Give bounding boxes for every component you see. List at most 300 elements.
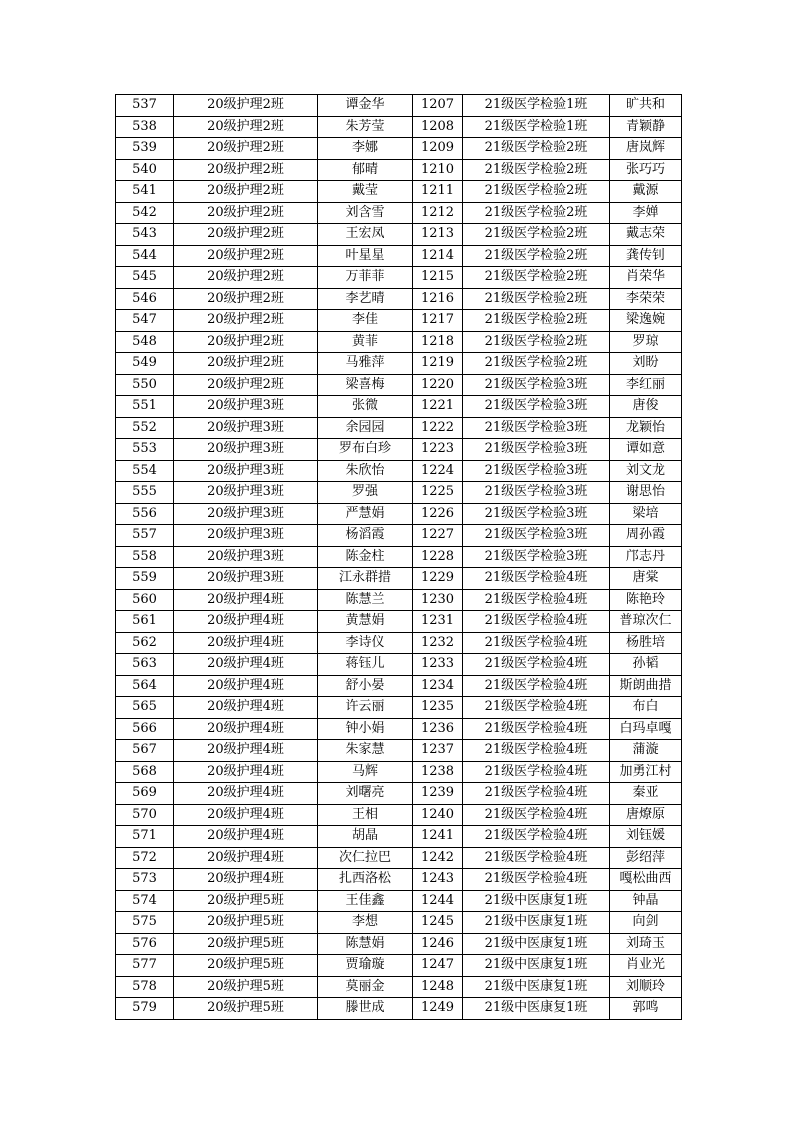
left-name-cell: 陈慧兰	[318, 589, 413, 611]
right-number-cell: 1242	[413, 847, 463, 869]
table-row	[116, 654, 682, 676]
left-class-cell: 20级护理3班	[174, 525, 318, 547]
left-number-cell: 555	[116, 482, 174, 504]
right-name-cell: 唐俊	[610, 396, 682, 418]
right-name-cell: 唐岚辉	[610, 138, 682, 160]
left-name-cell: 朱家慧	[318, 740, 413, 762]
table-row	[116, 740, 682, 762]
right-class-cell: 21级医学检验3班	[463, 460, 610, 482]
right-class-cell: 21级医学检验3班	[463, 439, 610, 461]
table-row	[116, 718, 682, 740]
right-number-cell: 1234	[413, 675, 463, 697]
left-class-cell: 20级护理2班	[174, 288, 318, 310]
right-class-cell: 21级医学检验4班	[463, 804, 610, 826]
right-name-cell: 龙颖怡	[610, 417, 682, 439]
table-row	[116, 933, 682, 955]
table-row	[116, 374, 682, 396]
right-number-cell: 1214	[413, 245, 463, 267]
right-class-cell: 21级医学检验4班	[463, 869, 610, 891]
right-name-cell: 谭如意	[610, 439, 682, 461]
table-row	[116, 267, 682, 289]
right-name-cell: 旷共和	[610, 95, 682, 117]
left-name-cell: 许云丽	[318, 697, 413, 719]
left-number-cell: 553	[116, 439, 174, 461]
left-class-cell: 20级护理5班	[174, 955, 318, 977]
left-number-cell: 556	[116, 503, 174, 525]
left-number-cell: 540	[116, 159, 174, 181]
table-row	[116, 181, 682, 203]
table-row	[116, 955, 682, 977]
left-class-cell: 20级护理4班	[174, 869, 318, 891]
right-name-cell: 刘琦玉	[610, 933, 682, 955]
right-class-cell: 21级医学检验4班	[463, 847, 610, 869]
table-row	[116, 224, 682, 246]
left-name-cell: 戴莹	[318, 181, 413, 203]
right-number-cell: 1223	[413, 439, 463, 461]
right-class-cell: 21级医学检验1班	[463, 116, 610, 138]
table-row	[116, 632, 682, 654]
right-class-cell: 21级医学检验4班	[463, 718, 610, 740]
right-number-cell: 1233	[413, 654, 463, 676]
right-name-cell: 李婵	[610, 202, 682, 224]
right-class-cell: 21级医学检验2班	[463, 288, 610, 310]
right-class-cell: 21级医学检验2班	[463, 181, 610, 203]
right-class-cell: 21级医学检验3班	[463, 546, 610, 568]
left-class-cell: 20级护理2班	[174, 138, 318, 160]
right-class-cell: 21级医学检验2班	[463, 202, 610, 224]
left-name-cell: 江永群措	[318, 568, 413, 590]
table-row	[116, 396, 682, 418]
left-number-cell: 559	[116, 568, 174, 590]
right-number-cell: 1213	[413, 224, 463, 246]
right-class-cell: 21级中医康复1班	[463, 955, 610, 977]
right-number-cell: 1248	[413, 976, 463, 998]
table-row	[116, 847, 682, 869]
right-name-cell: 秦亚	[610, 783, 682, 805]
right-class-cell: 21级医学检验3班	[463, 525, 610, 547]
right-name-cell: 白玛卓嘎	[610, 718, 682, 740]
left-number-cell: 537	[116, 95, 174, 117]
table-row	[116, 804, 682, 826]
left-name-cell: 李想	[318, 912, 413, 934]
right-number-cell: 1212	[413, 202, 463, 224]
right-name-cell: 钟晶	[610, 890, 682, 912]
left-name-cell: 黄慧娟	[318, 611, 413, 633]
left-class-cell: 20级护理4班	[174, 697, 318, 719]
left-class-cell: 20级护理3班	[174, 439, 318, 461]
left-name-cell: 陈慧娟	[318, 933, 413, 955]
left-class-cell: 20级护理3班	[174, 482, 318, 504]
left-class-cell: 20级护理2班	[174, 374, 318, 396]
right-number-cell: 1241	[413, 826, 463, 848]
right-number-cell: 1225	[413, 482, 463, 504]
left-number-cell: 568	[116, 761, 174, 783]
right-name-cell: 唐燎原	[610, 804, 682, 826]
left-number-cell: 541	[116, 181, 174, 203]
left-number-cell: 538	[116, 116, 174, 138]
left-number-cell: 578	[116, 976, 174, 998]
right-name-cell: 普琼次仁	[610, 611, 682, 633]
right-name-cell: 梁培	[610, 503, 682, 525]
left-class-cell: 20级护理2班	[174, 310, 318, 332]
left-name-cell: 贾瑜璇	[318, 955, 413, 977]
right-class-cell: 21级医学检验2班	[463, 353, 610, 375]
right-name-cell: 梁逸婉	[610, 310, 682, 332]
right-name-cell: 罗琼	[610, 331, 682, 353]
left-class-cell: 20级护理4班	[174, 589, 318, 611]
left-class-cell: 20级护理4班	[174, 654, 318, 676]
right-number-cell: 1247	[413, 955, 463, 977]
left-class-cell: 20级护理4班	[174, 675, 318, 697]
right-class-cell: 21级医学检验3班	[463, 396, 610, 418]
right-number-cell: 1230	[413, 589, 463, 611]
right-class-cell: 21级中医康复1班	[463, 976, 610, 998]
right-name-cell: 谢思怡	[610, 482, 682, 504]
right-name-cell: 邝志丹	[610, 546, 682, 568]
left-class-cell: 20级护理2班	[174, 353, 318, 375]
left-class-cell: 20级护理3班	[174, 503, 318, 525]
left-name-cell: 余园园	[318, 417, 413, 439]
left-name-cell: 王宏凤	[318, 224, 413, 246]
left-name-cell: 陈金柱	[318, 546, 413, 568]
right-class-cell: 21级中医康复1班	[463, 890, 610, 912]
table-row	[116, 890, 682, 912]
right-number-cell: 1240	[413, 804, 463, 826]
right-number-cell: 1208	[413, 116, 463, 138]
left-name-cell: 扎西洛松	[318, 869, 413, 891]
right-class-cell: 21级医学检验4班	[463, 783, 610, 805]
right-number-cell: 1207	[413, 95, 463, 117]
table-row	[116, 589, 682, 611]
table-row	[116, 353, 682, 375]
right-class-cell: 21级医学检验4班	[463, 632, 610, 654]
right-class-cell: 21级医学检验2班	[463, 224, 610, 246]
left-class-cell: 20级护理4班	[174, 761, 318, 783]
left-name-cell: 罗强	[318, 482, 413, 504]
right-name-cell: 刘盼	[610, 353, 682, 375]
right-class-cell: 21级医学检验4班	[463, 589, 610, 611]
right-class-cell: 21级医学检验4班	[463, 761, 610, 783]
right-name-cell: 戴源	[610, 181, 682, 203]
table-row	[116, 439, 682, 461]
roster-body	[116, 95, 682, 1020]
right-name-cell: 孙韬	[610, 654, 682, 676]
right-class-cell: 21级医学检验4班	[463, 654, 610, 676]
right-name-cell: 刘顺玲	[610, 976, 682, 998]
right-number-cell: 1210	[413, 159, 463, 181]
table-row	[116, 159, 682, 181]
left-name-cell: 杨滔霞	[318, 525, 413, 547]
left-class-cell: 20级护理4班	[174, 611, 318, 633]
right-number-cell: 1228	[413, 546, 463, 568]
right-name-cell: 龚传钊	[610, 245, 682, 267]
right-name-cell: 嘎松曲西	[610, 869, 682, 891]
right-number-cell: 1229	[413, 568, 463, 590]
left-name-cell: 罗布白珍	[318, 439, 413, 461]
left-number-cell: 554	[116, 460, 174, 482]
left-name-cell: 朱欣怡	[318, 460, 413, 482]
left-name-cell: 次仁拉巴	[318, 847, 413, 869]
table-row	[116, 482, 682, 504]
right-class-cell: 21级医学检验2班	[463, 331, 610, 353]
right-class-cell: 21级医学检验2班	[463, 159, 610, 181]
right-number-cell: 1215	[413, 267, 463, 289]
left-number-cell: 548	[116, 331, 174, 353]
right-name-cell: 蒲漩	[610, 740, 682, 762]
left-name-cell: 李艺晴	[318, 288, 413, 310]
left-number-cell: 557	[116, 525, 174, 547]
left-name-cell: 舒小晏	[318, 675, 413, 697]
left-number-cell: 579	[116, 998, 174, 1020]
left-name-cell: 蒋钰儿	[318, 654, 413, 676]
table-row	[116, 998, 682, 1020]
left-number-cell: 546	[116, 288, 174, 310]
left-number-cell: 542	[116, 202, 174, 224]
table-row	[116, 202, 682, 224]
right-name-cell: 彭绍萍	[610, 847, 682, 869]
table-row	[116, 546, 682, 568]
right-number-cell: 1231	[413, 611, 463, 633]
left-class-cell: 20级护理3班	[174, 396, 318, 418]
right-name-cell: 向剑	[610, 912, 682, 934]
right-class-cell: 21级医学检验3班	[463, 482, 610, 504]
left-class-cell: 20级护理2班	[174, 116, 318, 138]
right-name-cell: 肖荣华	[610, 267, 682, 289]
left-class-cell: 20级护理4班	[174, 718, 318, 740]
left-number-cell: 569	[116, 783, 174, 805]
left-name-cell: 刘曙亮	[318, 783, 413, 805]
left-name-cell: 万菲菲	[318, 267, 413, 289]
right-class-cell: 21级中医康复1班	[463, 998, 610, 1020]
right-number-cell: 1224	[413, 460, 463, 482]
left-number-cell: 567	[116, 740, 174, 762]
left-class-cell: 20级护理3班	[174, 417, 318, 439]
left-class-cell: 20级护理4班	[174, 804, 318, 826]
left-class-cell: 20级护理3班	[174, 546, 318, 568]
right-class-cell: 21级医学检验4班	[463, 697, 610, 719]
right-class-cell: 21级医学检验3班	[463, 374, 610, 396]
table-row	[116, 869, 682, 891]
left-number-cell: 576	[116, 933, 174, 955]
right-class-cell: 21级医学检验4班	[463, 568, 610, 590]
right-class-cell: 21级医学检验4班	[463, 740, 610, 762]
left-number-cell: 550	[116, 374, 174, 396]
left-name-cell: 李诗仪	[318, 632, 413, 654]
left-class-cell: 20级护理3班	[174, 568, 318, 590]
right-name-cell: 张巧巧	[610, 159, 682, 181]
left-number-cell: 545	[116, 267, 174, 289]
left-class-cell: 20级护理2班	[174, 245, 318, 267]
left-name-cell: 王相	[318, 804, 413, 826]
right-number-cell: 1220	[413, 374, 463, 396]
table-row	[116, 95, 682, 117]
left-number-cell: 574	[116, 890, 174, 912]
right-class-cell: 21级医学检验4班	[463, 826, 610, 848]
left-number-cell: 549	[116, 353, 174, 375]
left-name-cell: 莫丽金	[318, 976, 413, 998]
left-class-cell: 20级护理5班	[174, 890, 318, 912]
right-class-cell: 21级中医康复1班	[463, 933, 610, 955]
right-number-cell: 1246	[413, 933, 463, 955]
right-number-cell: 1238	[413, 761, 463, 783]
right-number-cell: 1237	[413, 740, 463, 762]
left-number-cell: 562	[116, 632, 174, 654]
roster-table	[115, 94, 682, 1020]
left-class-cell: 20级护理2班	[174, 181, 318, 203]
left-name-cell: 谭金华	[318, 95, 413, 117]
left-class-cell: 20级护理4班	[174, 847, 318, 869]
right-name-cell: 李红丽	[610, 374, 682, 396]
left-number-cell: 563	[116, 654, 174, 676]
left-number-cell: 575	[116, 912, 174, 934]
right-number-cell: 1232	[413, 632, 463, 654]
left-class-cell: 20级护理4班	[174, 826, 318, 848]
left-class-cell: 20级护理2班	[174, 267, 318, 289]
left-number-cell: 564	[116, 675, 174, 697]
right-name-cell: 郭鸣	[610, 998, 682, 1020]
left-class-cell: 20级护理5班	[174, 933, 318, 955]
right-name-cell: 刘文龙	[610, 460, 682, 482]
right-name-cell: 加勇江村	[610, 761, 682, 783]
left-name-cell: 李娜	[318, 138, 413, 160]
table-row	[116, 417, 682, 439]
right-number-cell: 1226	[413, 503, 463, 525]
right-number-cell: 1217	[413, 310, 463, 332]
table-row	[116, 525, 682, 547]
left-class-cell: 20级护理2班	[174, 331, 318, 353]
right-class-cell: 21级医学检验2班	[463, 138, 610, 160]
left-number-cell: 577	[116, 955, 174, 977]
left-number-cell: 558	[116, 546, 174, 568]
table-row	[116, 912, 682, 934]
right-name-cell: 杨胜培	[610, 632, 682, 654]
left-number-cell: 544	[116, 245, 174, 267]
table-row	[116, 976, 682, 998]
left-name-cell: 胡晶	[318, 826, 413, 848]
right-number-cell: 1209	[413, 138, 463, 160]
left-name-cell: 马雅萍	[318, 353, 413, 375]
right-number-cell: 1221	[413, 396, 463, 418]
left-class-cell: 20级护理2班	[174, 202, 318, 224]
right-class-cell: 21级医学检验2班	[463, 267, 610, 289]
left-name-cell: 朱芳莹	[318, 116, 413, 138]
left-class-cell: 20级护理4班	[174, 740, 318, 762]
right-number-cell: 1245	[413, 912, 463, 934]
right-number-cell: 1219	[413, 353, 463, 375]
right-class-cell: 21级医学检验1班	[463, 95, 610, 117]
left-name-cell: 张微	[318, 396, 413, 418]
table-row	[116, 138, 682, 160]
right-name-cell: 周孙霞	[610, 525, 682, 547]
right-name-cell: 陈艳玲	[610, 589, 682, 611]
left-number-cell: 565	[116, 697, 174, 719]
right-name-cell: 戴志荣	[610, 224, 682, 246]
right-class-cell: 21级医学检验2班	[463, 310, 610, 332]
table-row	[116, 761, 682, 783]
table-row	[116, 783, 682, 805]
left-number-cell: 547	[116, 310, 174, 332]
left-class-cell: 20级护理5班	[174, 998, 318, 1020]
left-class-cell: 20级护理4班	[174, 783, 318, 805]
right-class-cell: 21级医学检验4班	[463, 675, 610, 697]
right-number-cell: 1227	[413, 525, 463, 547]
left-class-cell: 20级护理4班	[174, 632, 318, 654]
left-number-cell: 543	[116, 224, 174, 246]
left-class-cell: 20级护理3班	[174, 460, 318, 482]
right-name-cell: 刘钰媛	[610, 826, 682, 848]
left-number-cell: 561	[116, 611, 174, 633]
right-number-cell: 1222	[413, 417, 463, 439]
left-name-cell: 滕世成	[318, 998, 413, 1020]
right-name-cell: 肖业光	[610, 955, 682, 977]
left-number-cell: 566	[116, 718, 174, 740]
left-name-cell: 郁晴	[318, 159, 413, 181]
right-number-cell: 1218	[413, 331, 463, 353]
left-number-cell: 551	[116, 396, 174, 418]
right-number-cell: 1244	[413, 890, 463, 912]
left-name-cell: 钟小娟	[318, 718, 413, 740]
left-name-cell: 梁喜梅	[318, 374, 413, 396]
right-number-cell: 1243	[413, 869, 463, 891]
right-class-cell: 21级医学检验2班	[463, 245, 610, 267]
left-name-cell: 马辉	[318, 761, 413, 783]
right-name-cell: 布白	[610, 697, 682, 719]
table-row	[116, 611, 682, 633]
right-number-cell: 1211	[413, 181, 463, 203]
table-row	[116, 245, 682, 267]
left-class-cell: 20级护理2班	[174, 224, 318, 246]
left-name-cell: 严慧娟	[318, 503, 413, 525]
table-row	[116, 826, 682, 848]
table-row	[116, 288, 682, 310]
table-row	[116, 675, 682, 697]
right-number-cell: 1216	[413, 288, 463, 310]
right-number-cell: 1236	[413, 718, 463, 740]
left-number-cell: 539	[116, 138, 174, 160]
left-name-cell: 叶星星	[318, 245, 413, 267]
right-class-cell: 21级医学检验4班	[463, 611, 610, 633]
left-name-cell: 李佳	[318, 310, 413, 332]
left-name-cell: 刘含雪	[318, 202, 413, 224]
right-number-cell: 1249	[413, 998, 463, 1020]
left-number-cell: 572	[116, 847, 174, 869]
right-name-cell: 青颖静	[610, 116, 682, 138]
table-row	[116, 460, 682, 482]
right-name-cell: 斯朗曲措	[610, 675, 682, 697]
table-row	[116, 697, 682, 719]
table-row	[116, 568, 682, 590]
table-row	[116, 331, 682, 353]
left-number-cell: 573	[116, 869, 174, 891]
right-class-cell: 21级医学检验3班	[463, 503, 610, 525]
right-class-cell: 21级医学检验3班	[463, 417, 610, 439]
right-class-cell: 21级中医康复1班	[463, 912, 610, 934]
right-name-cell: 李荣荣	[610, 288, 682, 310]
left-name-cell: 王佳鑫	[318, 890, 413, 912]
left-class-cell: 20级护理5班	[174, 976, 318, 998]
left-class-cell: 20级护理5班	[174, 912, 318, 934]
left-number-cell: 571	[116, 826, 174, 848]
right-number-cell: 1239	[413, 783, 463, 805]
table-row	[116, 503, 682, 525]
left-class-cell: 20级护理2班	[174, 159, 318, 181]
table-row	[116, 310, 682, 332]
table-row	[116, 116, 682, 138]
left-number-cell: 560	[116, 589, 174, 611]
left-number-cell: 570	[116, 804, 174, 826]
left-name-cell: 黄菲	[318, 331, 413, 353]
left-number-cell: 552	[116, 417, 174, 439]
